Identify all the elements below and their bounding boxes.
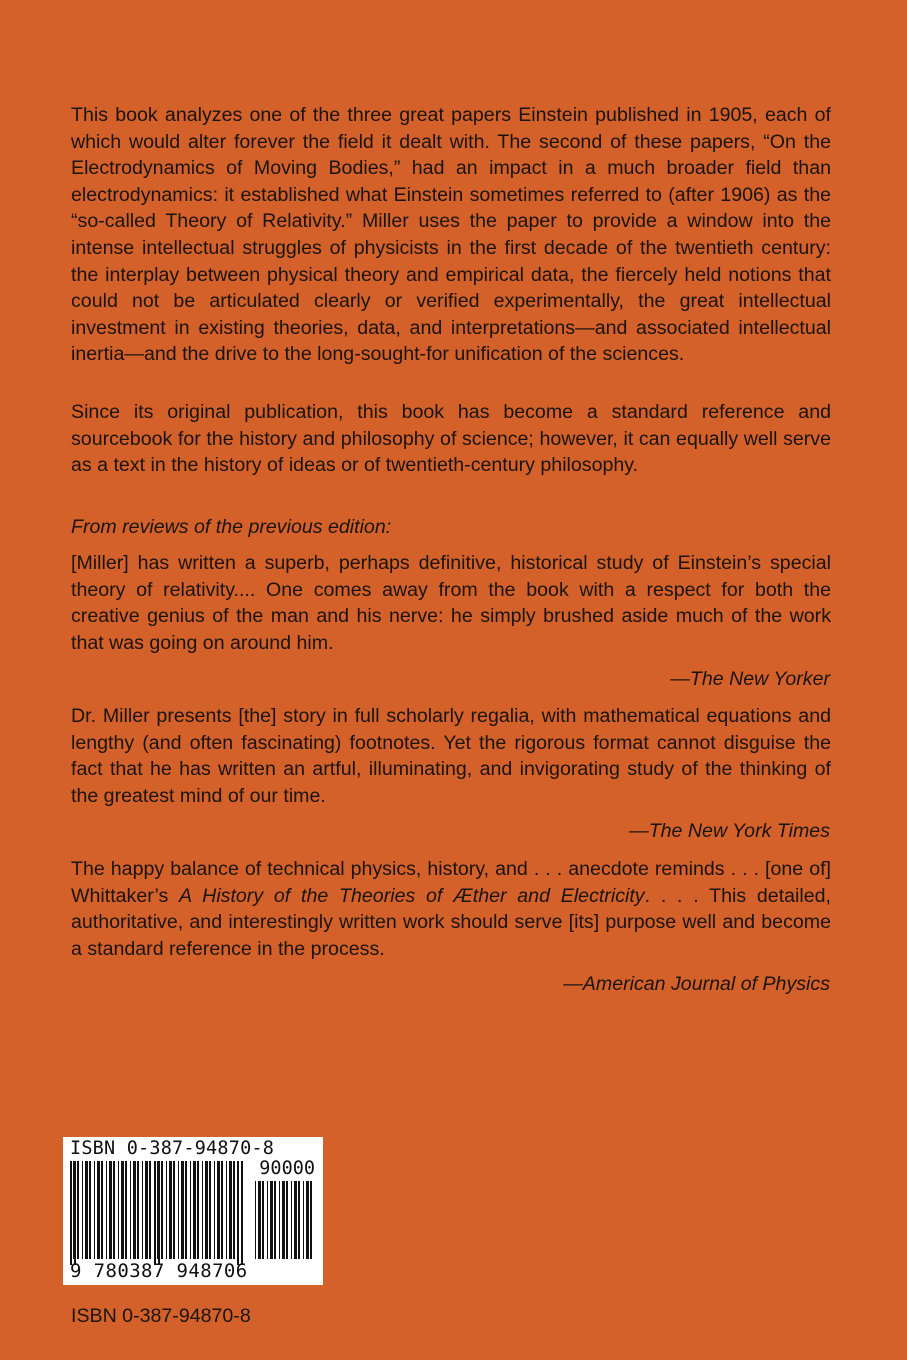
review-source-ajp: —American Journal of Physics <box>563 973 830 995</box>
barcode-bar <box>282 1181 285 1259</box>
barcode-bar <box>97 1161 100 1259</box>
reviews-heading: From reviews of the previous edition: <box>71 516 392 538</box>
review-source-new-yorker: —The New Yorker <box>670 668 830 690</box>
review-quote-ajp-after: . . . . This detailed, authoritative, and interestingly written work should serve [its] purpose well and become a standard reference in the process. <box>71 884 831 960</box>
barcode-bar <box>291 1181 292 1259</box>
barcode-guard-bar <box>154 1161 156 1265</box>
barcode-bar <box>106 1161 107 1259</box>
barcode-guard-bar <box>70 1161 72 1265</box>
barcode-bar <box>190 1161 191 1259</box>
barcode-guard-bar <box>74 1161 76 1265</box>
barcode-bar <box>166 1161 167 1259</box>
review-quote-ajp-title: A History of the Theories of Æther and Electricity <box>179 884 645 907</box>
barcode-bar <box>133 1161 136 1259</box>
review-quote-nyt: Dr. Miller presents [the] story in full scholarly regalia, with mathematical equations and lengthy (and often fascinating) footnotes. Yet the rigorous format cannot disguise the fact that he has written an artful, illuminating, and invigorating study of the thinking of the greatest mind of our time. <box>71 705 831 807</box>
barcode-bar <box>142 1161 143 1259</box>
barcode-bar <box>233 1161 235 1259</box>
barcode-bar <box>113 1161 115 1259</box>
barcode-bar <box>85 1161 88 1259</box>
review-source-nyt: —The New York Times <box>629 820 830 842</box>
barcode-bar <box>226 1161 227 1259</box>
barcode-bar <box>286 1181 288 1259</box>
barcode-guard-bar <box>241 1161 243 1265</box>
barcode-bar <box>178 1161 179 1259</box>
barcode-bar <box>205 1161 208 1259</box>
review-quote-ajp-before: The happy balance of technical physics, history, and . . . anecdote reminds . . . [one of] Whittaker’s <box>71 858 831 907</box>
barcode-bar <box>137 1161 139 1259</box>
barcode-bar <box>121 1161 124 1259</box>
barcode-isbn-text: ISBN 0-387-94870-8 <box>70 1138 275 1159</box>
barcode-guard-bar <box>237 1161 239 1265</box>
barcode-bar <box>270 1181 273 1259</box>
barcode-bar <box>149 1161 151 1259</box>
barcode-bar <box>173 1161 175 1259</box>
review-quote-ajp <box>71 856 831 962</box>
barcode-bar <box>306 1181 309 1259</box>
barcode-bar <box>303 1181 304 1259</box>
summary-paragraph-1: This book analyzes one of the three great papers Einstein published in 1905, each of which would alter forever the field it dealt with. The second of these papers, “On the Electrodynamics of Moving Bodies,” had an impact in a much broader field than electrodynamics: it established what Einstein sometimes referred to (after 1906) as the “so-called Theory of Relativity.” Miller uses the paper to provide a window into the intense intellectual struggles of physicists in the first decade of the twentieth century: the interplay between physical theory and empirical data, the fiercely held notions that could not be articulated clearly or verified experimentally, the great intellectual investment in existing theories, data, and interpretations—and associated intellectual inertia—and the drive to the long-sought-for unification of the sciences. <box>71 104 831 366</box>
barcode-bar <box>125 1161 127 1259</box>
barcode-bar <box>294 1181 297 1259</box>
barcode-bar <box>298 1181 300 1259</box>
barcode-bar <box>217 1161 220 1259</box>
barcode-bar <box>197 1161 199 1259</box>
barcode-bar <box>310 1181 312 1259</box>
barcode-bar <box>209 1161 211 1259</box>
barcode-bar <box>255 1181 256 1259</box>
summary-paragraph-2: Since its original publication, this book has become a standard reference and sourcebook for the history and philosophy of science; however, it can equally well serve as a text in the history of ideas or of twentieth-century philosophy. <box>71 401 831 477</box>
barcode-bar <box>77 1161 79 1259</box>
barcode-bar <box>258 1181 261 1259</box>
barcode-bar <box>145 1161 148 1259</box>
barcode-bar <box>274 1181 276 1259</box>
review-quote-new-yorker: [Miller] has written a superb, perhaps definitive, historical study of Einstein’s special theory of relativity.... One comes away from the book with a respect for both the creative genius of the man and his nerve: he simply brushed aside much of the work that was going on around him. <box>71 552 831 654</box>
barcode-bar <box>229 1161 232 1259</box>
isbn-footer: ISBN 0-387-94870-8 <box>71 1305 251 1327</box>
barcode-bar <box>169 1161 172 1259</box>
barcode-price-code: 90000 <box>259 1158 315 1179</box>
barcode-bar <box>89 1161 91 1259</box>
barcode-bar <box>101 1161 103 1259</box>
barcode-bar <box>94 1161 95 1259</box>
barcode-label <box>63 1137 323 1285</box>
barcode-bar <box>161 1161 163 1259</box>
barcode-bar <box>130 1161 131 1259</box>
barcode-bar <box>193 1161 196 1259</box>
barcode-bar <box>202 1161 203 1259</box>
barcode-bar <box>267 1181 268 1259</box>
barcode-ean-number: 9 780387 948706 <box>70 1260 248 1282</box>
barcode-bar <box>262 1181 264 1259</box>
barcode-bar <box>214 1161 215 1259</box>
barcode-bar <box>181 1161 184 1259</box>
barcode-guard-bar <box>158 1161 160 1265</box>
barcode-bar <box>82 1161 83 1259</box>
barcode-bar <box>118 1161 119 1259</box>
barcode-bar <box>109 1161 112 1259</box>
barcode-bar <box>221 1161 223 1259</box>
barcode-bar <box>185 1161 187 1259</box>
barcode-bar <box>279 1181 280 1259</box>
